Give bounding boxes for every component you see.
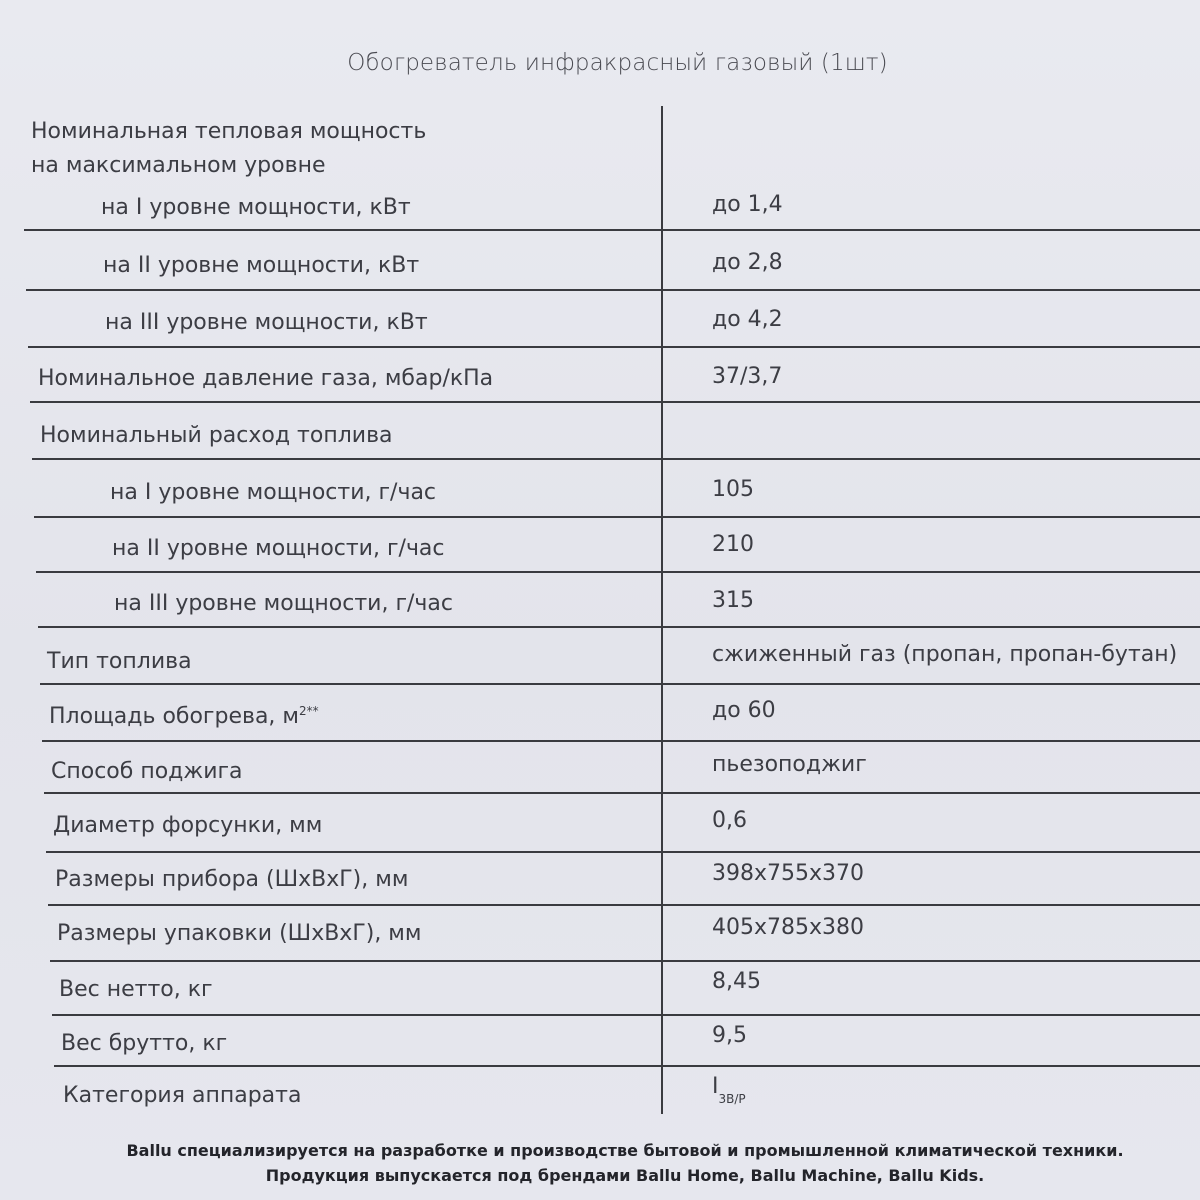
footer-line-2: Продукция выпускается под брендами Ballu Home, Ballu Machine, Ballu Kids.	[265, 1166, 985, 1185]
row-divider	[44, 792, 1200, 794]
spec-value-power-level-1: до 1,4	[712, 192, 783, 217]
spec-label-consumption-level-1: на I уровне мощности, г/час	[110, 480, 437, 505]
spec-label-gross-weight: Вес брутто, кг	[61, 1031, 228, 1056]
spec-value-gas-pressure: 37/3,7	[712, 364, 783, 389]
spec-label-fuel-consumption: Номинальный расход топлива	[40, 423, 393, 448]
spec-value-appliance-category: $I_{3В/Р}$	[712, 1074, 746, 1106]
spec-value-consumption-level-2: 210	[712, 532, 754, 557]
spec-label-net-weight: Вес нетто, кг	[59, 977, 213, 1002]
row-divider	[38, 626, 1200, 628]
row-divider	[46, 851, 1200, 853]
row-divider	[24, 229, 1200, 231]
spec-value-net-weight: 8,45	[712, 969, 761, 994]
row-divider	[26, 289, 1200, 291]
spec-label-heating-area: Площадь обогрева, $м^{2**}$	[49, 704, 319, 729]
row-divider	[36, 571, 1200, 573]
spec-label-fuel-type: Тип топлива	[47, 649, 192, 674]
spec-label-consumption-level-3: на III уровне мощности, г/час	[114, 591, 454, 616]
row-divider	[40, 683, 1200, 685]
spec-label-ignition: Способ поджига	[51, 759, 243, 784]
spec-label-power-level-2: на II уровне мощности, кВт	[103, 253, 420, 278]
spec-label-package-dimensions: Размеры упаковки (ШхВхГ), мм	[57, 921, 422, 946]
row-divider	[30, 401, 1200, 403]
spec-value-gross-weight: 9,5	[712, 1023, 747, 1048]
spec-value-power-level-2: до 2,8	[712, 250, 783, 275]
row-divider	[32, 458, 1200, 460]
row-divider	[42, 740, 1200, 742]
spec-value-nozzle-diameter: 0,6	[712, 808, 747, 833]
spec-label-power-title: Номинальная тепловая мощность	[31, 119, 427, 144]
spec-value-power-level-3: до 4,2	[712, 307, 783, 332]
page-title: Обогреватель инфракрасный газовый (1шт)	[347, 50, 888, 76]
spec-value-ignition: пьезоподжиг	[712, 752, 867, 777]
spec-label-device-dimensions: Размеры прибора (ШхВхГ), мм	[55, 867, 409, 892]
spec-value-device-dimensions: 398x755x370	[712, 861, 865, 886]
row-divider	[48, 904, 1200, 906]
spec-label-consumption-level-2: на II уровне мощности, г/час	[112, 536, 445, 561]
row-divider	[34, 516, 1200, 518]
spec-value-fuel-type: сжиженный газ (пропан, пропан-бутан)	[712, 642, 1178, 667]
spec-label-gas-pressure: Номинальное давление газа, мбар/кПа	[38, 366, 494, 391]
spec-value-consumption-level-3: 315	[712, 588, 754, 613]
spec-label-nozzle-diameter: Диаметр форсунки, мм	[53, 813, 323, 838]
spec-value-heating-area: до 60	[712, 698, 776, 723]
spec-label-power-level-1: на I уровне мощности, кВт	[101, 195, 411, 220]
spec-label-power-subtitle: на максимальном уровне	[31, 153, 326, 178]
row-divider	[50, 960, 1200, 962]
category-subscript: 3В/Р	[718, 1092, 746, 1106]
row-divider	[52, 1014, 1200, 1016]
column-divider	[661, 106, 663, 1114]
row-divider	[28, 346, 1200, 348]
spec-label-power-level-3: на III уровне мощности, кВт	[105, 310, 428, 335]
row-divider	[54, 1065, 1200, 1067]
superscript-mark: 2**	[299, 704, 319, 718]
spec-label-appliance-category: Категория аппарата	[63, 1083, 302, 1108]
spec-value-package-dimensions: 405x785x380	[712, 915, 865, 940]
spec-value-consumption-level-1: 105	[712, 477, 754, 502]
footer-line-1: Ballu специализируется на разработке и производстве бытовой и промышленной климатической техники.	[126, 1141, 1124, 1160]
